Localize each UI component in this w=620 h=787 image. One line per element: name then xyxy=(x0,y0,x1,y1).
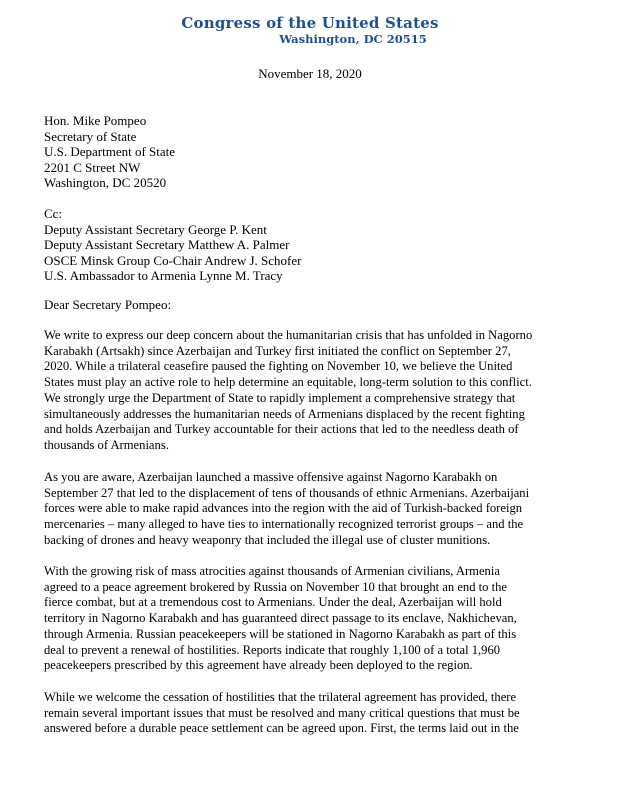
paragraph-line: Karabakh (Artsakh) since Azerbaijan and Turkey first initiated the conflict on September 27, xyxy=(44,343,511,358)
paragraph-line: With the growing risk of mass atrocities against thousands of Armenian civilians, Armenia xyxy=(44,564,500,578)
paragraph-line: September 27 that led to the displacement of tens of thousands of ethnic Armenians. Azerbaijani xyxy=(44,485,530,500)
paragraph-line: We write to express our deep concern about the humanitarian crisis that has unfolded in Nagorno xyxy=(44,328,533,342)
recipient-line: 2201 C Street NW xyxy=(44,159,141,175)
paragraph-line: As you are aware, Azerbaijan launched a massive offensive against Nagorno Karabakh on xyxy=(44,470,498,484)
letterhead-subtitle: Washington, DC 20515 xyxy=(279,32,427,46)
paragraph-line: agreed to a peace agreement brokered by Russia on November 10 that brought an end to the xyxy=(44,579,508,594)
letter-date: November 18, 2020 xyxy=(258,66,362,81)
body-paragraph-4 xyxy=(44,690,584,737)
cc-label: Cc: xyxy=(44,206,63,221)
paragraph-line: simultaneously addresses the humanitarian needs of Armenians displaced by the recent fighting xyxy=(44,406,525,421)
body-paragraph-1 xyxy=(44,328,584,454)
paragraph-line: thousands of Armenians. xyxy=(44,437,169,452)
paragraph-line: mercenaries – many alleged to have ties to internationally recognized terrorist groups – and the xyxy=(44,517,524,532)
cc-block xyxy=(44,206,301,284)
paragraph-line: 2020. While a trilateral ceasefire paused the fighting on November 10, we believe the United xyxy=(44,359,513,374)
paragraph-line: forces were able to make rapid advances into the region with the aid of Turkish-backed foreign xyxy=(44,501,523,516)
paragraph-line: through Armenia. Russian peacekeepers will be stationed in Nagorno Karabakh as part of this xyxy=(44,626,517,641)
salutation: Dear Secretary Pompeo: xyxy=(44,297,172,312)
cc-line: OSCE Minsk Group Co-Chair Andrew J. Schofer xyxy=(44,252,302,268)
recipient-line: Hon. Mike Pompeo xyxy=(44,113,147,128)
body-paragraph-3 xyxy=(44,564,584,674)
paragraph-line: States must play an active role to help determine an equitable, long-term solution to this conflict. xyxy=(44,375,532,390)
paragraph-line: deal to prevent a renewal of hostilities. Reports indicate that roughly 1,100 of a total 1,960 xyxy=(44,642,501,657)
paragraph-line: peacekeepers prescribed by this agreement have already been deployed to the region. xyxy=(44,658,473,673)
paragraph-line: territory in Nagorno Karabakh and has guaranteed direct passage to its enclave, Nakhichevan, xyxy=(44,611,517,626)
recipient-line: Secretary of State xyxy=(44,128,137,144)
letterhead-title: Congress of the United States xyxy=(181,14,439,32)
paragraph-line: backing of drones and heavy weaponry that included the illegal use of cluster munitions. xyxy=(44,532,491,547)
paragraph-line: fierce combat, but at a tremendous cost to Armenians. Under the deal, Azerbaijan will hold xyxy=(44,595,502,610)
cc-line: Deputy Assistant Secretary George P. Kent xyxy=(44,221,267,237)
recipient-address xyxy=(44,113,175,191)
paragraph-line: We strongly urge the Department of State to rapidly implement a comprehensive strategy that xyxy=(44,390,516,405)
paragraph-line: While we welcome the cessation of hostilities that the trilateral agreement has provided, there xyxy=(44,690,517,704)
cc-line: U.S. Ambassador to Armenia Lynne M. Tracy xyxy=(44,268,283,283)
body-paragraph-2 xyxy=(44,470,584,549)
recipient-line: Washington, DC 20520 xyxy=(44,175,167,190)
letterhead xyxy=(0,14,620,46)
cc-line: Deputy Assistant Secretary Matthew A. Palmer xyxy=(44,237,290,252)
paragraph-line: answered before a durable peace settlement can be agreed upon. First, the terms laid out in the xyxy=(44,721,519,736)
recipient-line: U.S. Department of State xyxy=(44,144,176,159)
paragraph-line: and holds Azerbaijan and Turkey accountable for their actions that led to the needless death of xyxy=(44,422,519,437)
paragraph-line: remain several important issues that must be resolved and many critical questions that must be xyxy=(44,705,520,720)
